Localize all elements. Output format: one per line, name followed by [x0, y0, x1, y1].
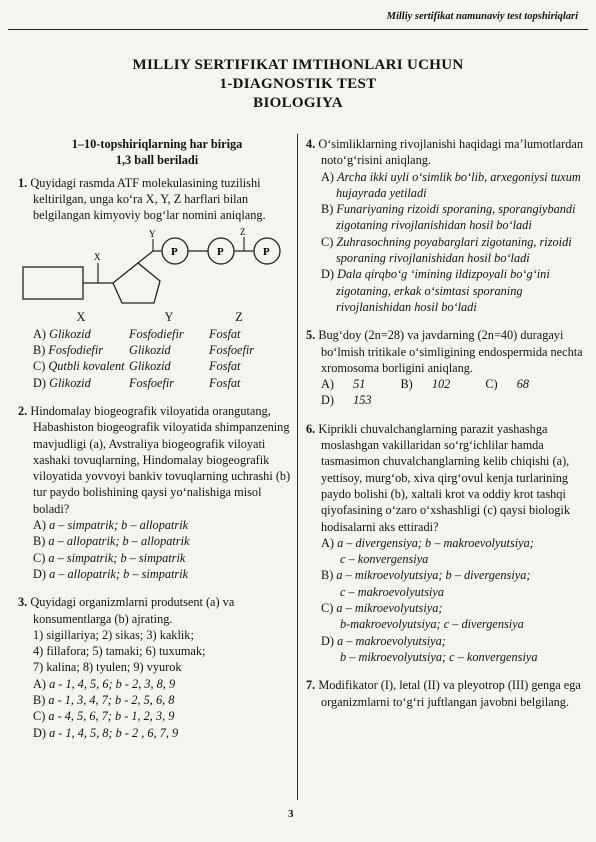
answer-option-b[interactable] [18, 342, 296, 358]
option-letter: D) [321, 633, 334, 648]
option-y: Glikozid [129, 343, 171, 358]
answer-option-c[interactable] [306, 234, 588, 267]
option-text: Dala qirqbo‘g ‘imining ildizpoyali bo‘g‘ini zigotaning, erkak o‘simtasi sporaning rivojlanishidan hosil bo‘ladi [336, 267, 550, 314]
organism-list-line-2: 4) fillafora; 5) tamaki; 6) tuxumak; [33, 644, 206, 659]
question-1 [18, 175, 296, 391]
question-2-text [18, 403, 296, 517]
question-1-text [18, 175, 296, 224]
answer-option-a[interactable] [306, 169, 588, 202]
question-stem: Hindomalay biogeografik viloyatida orangutang, Habashiston biogeografik viloyatida shimpanzening mavjudligi (a), Avstraliya biogeografik viloyati xashaki tovuqlarning, Hindomalay biogeografik viloyatida yovvoyi bankiv tovuqlarning uchrashi (b) tur paydo bolishining qaysi yo‘nalishiga misol boladi? [30, 403, 291, 516]
option-letter: D) [321, 267, 334, 282]
title-line-3: BIOLOGIYA [253, 95, 343, 111]
page-number: 3 [288, 808, 294, 820]
option-y: Glikozid [129, 359, 171, 374]
option-text: a – allopatrik; b – allopatrik [48, 534, 190, 549]
option-letter: C) [33, 709, 46, 724]
option-x: Glikozid [49, 375, 91, 390]
option-letter: A) [321, 535, 334, 550]
question-5 [306, 327, 588, 408]
answer-option-d[interactable] [18, 725, 296, 741]
answer-option-a[interactable] [18, 676, 296, 692]
option-letter: B) [321, 568, 334, 583]
option-letter: A) [33, 326, 46, 341]
option-letter: D) [321, 393, 334, 408]
option-text: a - 1, 3, 4, 7; b - 2, 5, 6, 8 [48, 693, 175, 708]
question-stem: Kiprikli chuvalchanglarning parazit yashashga moslashgan vakillaridan so‘rg‘ichlilar hamda tasmasimon chuvalchanglarning kelib chiqishi (a), yettisoy, murg‘ob, xiva qirg‘ovul kenja turlarining paydo bolishi (b), xaltali krot va oddiy krot tashqi qiyofasining o‘zaro o‘xshashligi (c) qaysi biologik hodisalarni aks ettiradi? [318, 421, 570, 534]
atp-structure-diagram [18, 225, 288, 307]
answer-option-a[interactable] [18, 517, 296, 533]
option-y: Fosfodiefir [129, 326, 184, 341]
answer-option-b[interactable] [18, 692, 296, 708]
running-header: Milliy sertifikat namunaviy test topshiriqlari [386, 11, 578, 22]
title-line-1: MILLIY SERTIFIKAT IMTIHONLARI UCHUN [132, 57, 464, 73]
answer-option-c[interactable] [18, 708, 296, 724]
phosphate-2-label: P [217, 246, 224, 259]
option-text: a – simpatrik; b – allopatrik [49, 518, 189, 533]
option-text: Archa ikki uyli o‘simlik bo‘lib, arxegoniysi tuxum hujayrada yetiladi [336, 169, 581, 200]
option-letter: B) [33, 534, 46, 549]
option-text: a – simpatrik; b – simpatrik [48, 550, 186, 565]
question-number: 3. [18, 595, 28, 610]
phosphate-3-label: P [263, 246, 270, 259]
phosphate-1-label: P [171, 246, 178, 259]
question-number: 5. [306, 328, 316, 343]
answer-option-c[interactable] [306, 600, 588, 633]
option-x: Qutbli kovalent [48, 359, 125, 374]
option-letter: C) [321, 601, 334, 616]
option-text: a – allopatrik; b – simpatrik [49, 566, 189, 581]
column-divider [297, 134, 298, 800]
option-text-line-1: a – mikroevolyutsiya; b – divergensiya; [336, 568, 531, 583]
option-text: 51 [353, 377, 366, 392]
option-letter: B) [400, 377, 413, 392]
bond-label-y: Y [149, 229, 156, 240]
option-letter: C) [485, 377, 498, 392]
option-text: 102 [431, 377, 451, 392]
question-3 [18, 594, 296, 741]
option-letter: C) [321, 234, 334, 249]
answer-option-a[interactable] [306, 535, 588, 568]
option-letter: B) [321, 202, 334, 217]
left-column [18, 136, 296, 749]
question-2 [18, 403, 296, 582]
option-text: a - 4, 5, 6, 7; b - 1, 2, 3, 9 [48, 709, 175, 724]
option-text-line-2: c – konvergensiya [340, 552, 429, 567]
column-header-x: X [76, 310, 86, 325]
option-text-line-1: a – divergensiya; b – makroevolyutsiya; [337, 535, 534, 550]
options-column-headers [18, 309, 296, 325]
option-y: Fosfoefir [129, 375, 175, 390]
answer-option-c[interactable] [18, 550, 296, 566]
answer-option-d[interactable] [321, 392, 388, 408]
option-letter: A) [33, 676, 46, 691]
option-text: Zuhrasochning poyabarglari zigotaning, rizoidi sporaning rivojlanishidan hosil bo‘ladi [336, 234, 572, 266]
answer-option-d[interactable] [306, 266, 588, 315]
bond-label-z: Z [240, 227, 246, 238]
answer-option-c[interactable] [485, 376, 545, 392]
option-text-line-1: a – makroevolyutsiya; [337, 633, 446, 648]
option-z: Fosfat [209, 375, 241, 390]
organism-list-line-1: 1) sigillariya; 2) sikas; 3) kaklik; [33, 627, 194, 642]
question-number: 7. [306, 678, 316, 693]
question-7 [306, 677, 588, 710]
section-heading-line-2: 1,3 ball beriladi [115, 153, 199, 168]
question-stem: Quyidagi organizmlarni produtsent (a) va konsumentlarga (b) ajrating. [30, 595, 235, 626]
option-text: Funariyaning rizoidi sporaning, sporangiybandi zigotaning rivojlanishidan hosil bo‘ladi [336, 202, 576, 233]
option-z: Fosfat [209, 359, 241, 374]
question-stem: Quyidagi rasmda ATF molekulasining tuzilishi keltirilgan, unga ko‘ra X, Y, Z harflari bilan belgilangan kimyoviy bog‘lar nomini aniqlang. [30, 175, 266, 223]
answer-option-b[interactable] [18, 533, 296, 549]
option-letter: C) [33, 359, 46, 374]
question-7-text [306, 677, 588, 710]
section-heading-line-1: 1–10-topshiriqlarning har biriga [71, 137, 243, 151]
option-text: a - 1, 4, 5, 8; b - 2 , 6, 7, 9 [49, 725, 179, 740]
answer-option-d[interactable] [306, 633, 588, 666]
column-header-y: Y [164, 310, 174, 325]
answer-option-c[interactable] [18, 358, 296, 374]
option-letter: B) [33, 693, 46, 708]
question-4-text [306, 136, 588, 169]
option-z: Fosfat [209, 326, 241, 341]
question-stem: Bug‘doy (2n=28) va javdarning (2n=40) duragayi bo‘lmish tritikale o‘simligining endospermida nechta xromosoma borligini aniqlang. [318, 328, 583, 375]
option-text: 153 [353, 393, 372, 408]
question-number: 1. [18, 175, 28, 190]
answer-option-b[interactable] [306, 567, 588, 600]
answer-option-a[interactable] [18, 326, 296, 342]
answer-option-b[interactable] [400, 376, 466, 392]
question-number: 6. [306, 421, 316, 436]
organism-list-line-3: 7) kalina; 8) tyulen; 9) vyurok [33, 660, 182, 675]
option-letter: A) [321, 377, 334, 392]
question-number: 2. [18, 403, 28, 418]
question-stem: Modifikator (I), letal (II) va pleyotrop (III) genga ega organizmlarni to‘g‘ri juftlangan javobni belgilang. [318, 678, 581, 709]
option-letter: D) [33, 375, 46, 390]
option-letter: A) [33, 518, 46, 533]
answer-option-d[interactable] [18, 375, 296, 391]
page-title [0, 56, 596, 113]
option-text-line-1: a – mikroevolyutsiya; [336, 601, 443, 616]
answer-option-a[interactable] [321, 376, 381, 392]
answer-options-row [306, 376, 588, 409]
column-header-z: Z [235, 310, 243, 325]
option-text-line-2: c – makroevolyutsiya [340, 584, 445, 599]
header-rule [8, 29, 588, 30]
option-letter: C) [33, 550, 46, 565]
question-6 [306, 421, 588, 665]
bond-label-x: X [94, 252, 101, 263]
option-text-line-2: b – mikroevolyutsiya; c – konvergensiya [340, 649, 538, 664]
option-letter: D) [33, 725, 46, 740]
question-3-text [18, 594, 296, 627]
option-text-line-2: b-makroevolyutsiya; c – divergensiya [340, 617, 524, 632]
option-letter: B) [33, 343, 46, 358]
option-z: Fosfoefir [209, 343, 255, 358]
option-x: Glikozid [49, 326, 91, 341]
option-text: a - 1, 4, 5, 6; b - 2, 3, 8, 9 [49, 676, 176, 691]
option-letter: A) [321, 169, 334, 184]
question-6-text [306, 421, 588, 535]
option-letter: D) [33, 566, 46, 581]
answer-option-b[interactable] [306, 201, 588, 234]
question-stem: O‘simliklarning rivojlanishi haqidagi ma’lumotlardan noto‘g‘risini aniqlang. [318, 137, 583, 168]
right-column [306, 136, 588, 718]
option-x: Fosfodiefir [48, 343, 104, 358]
question-4 [306, 136, 588, 315]
section-heading [18, 136, 296, 169]
question-number: 4. [306, 137, 316, 151]
title-line-2: 1-DIAGNOSTIK TEST [219, 76, 377, 92]
answer-option-d[interactable] [18, 566, 296, 582]
question-5-text [306, 327, 588, 376]
option-text: 68 [516, 377, 530, 392]
